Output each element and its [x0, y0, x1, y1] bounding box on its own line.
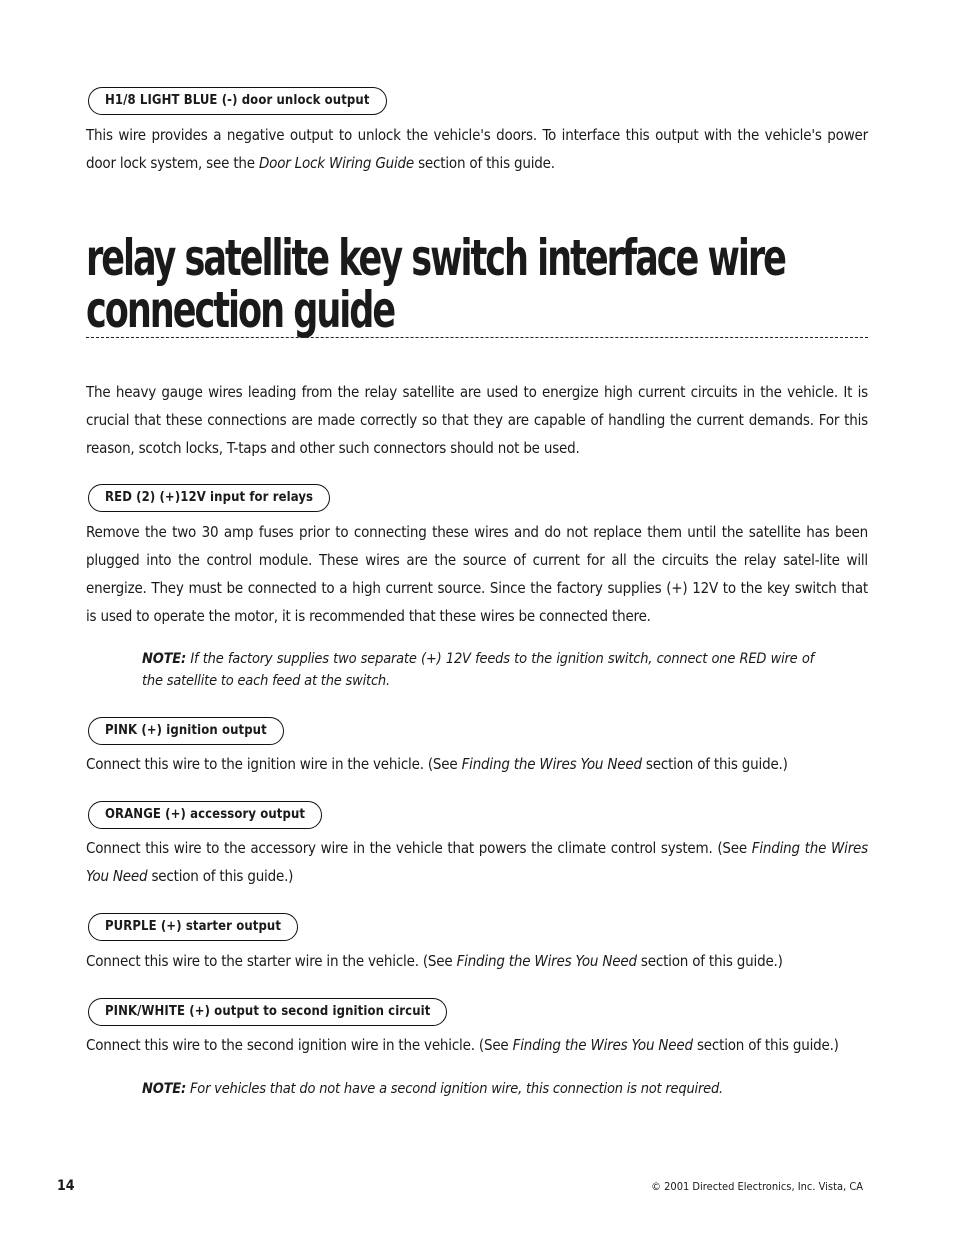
finding-wires-reference: Finding the Wires You Need — [86, 839, 868, 885]
wire-label-orange — [88, 801, 322, 829]
pink-description: Connect this wire to the ignition wire in the vehicle. (See Finding the Wires You Need section of this guide.) — [86, 755, 788, 773]
intro-paragraph: The heavy gauge wires leading from the relay satellite are used to energize high current circuits in the vehicle. It is crucial that these connections are made correctly so that they are capable of handling the current demands. For this reason, scotch locks, T-taps and other such connectors should not be used. — [86, 383, 868, 457]
purple-description: Connect this wire to the starter wire in the vehicle. (See Finding the Wires You Need section of this guide.) — [86, 952, 783, 970]
heading-line-2: connection guide — [86, 281, 395, 339]
finding-wires-reference: Finding the Wires You Need — [456, 952, 637, 970]
wire-label-text: H1/8 LIGHT BLUE (-) door unlock output — [105, 93, 370, 108]
wire-label-text: RED (2) (+)12V input for relays — [105, 490, 314, 505]
heading-dashed-rule — [86, 337, 868, 338]
door-lock-guide-reference: Door Lock Wiring Guide — [258, 154, 415, 172]
page-number: 14 — [57, 1178, 75, 1194]
note-label: NOTE: — [142, 651, 187, 667]
red-note: NOTE: If the factory supplies two separate (+) 12V feeds to the ignition switch, connect one RED wire of the satellite to each feed at the switch. — [142, 651, 814, 689]
wire-label-text: ORANGE (+) accessory output — [105, 807, 306, 822]
wire-label-pink — [88, 717, 284, 745]
wire-label-light-blue — [88, 87, 387, 115]
heading-line-1: relay satellite key switch interface wire — [86, 229, 785, 287]
wire-label-purple — [88, 913, 298, 941]
note-label: NOTE: — [142, 1081, 187, 1097]
orange-description: Connect this wire to the accessory wire in the vehicle that powers the climate control system. (See Finding the Wires You Need section of this guide.) — [86, 839, 868, 885]
copyright-notice: © 2001 Directed Electronics, Inc. Vista, CA — [651, 1180, 863, 1193]
wire-label-pink-white — [88, 998, 447, 1026]
section-heading — [86, 229, 868, 339]
wire-label-text: PINK/WHITE (+) output to second ignition circuit — [105, 1004, 431, 1019]
wire-label-red — [88, 484, 330, 512]
pink-white-note: NOTE: For vehicles that do not have a second ignition wire, this connection is not required. — [142, 1081, 723, 1097]
finding-wires-reference: Finding the Wires You Need — [512, 1036, 693, 1054]
wire-label-text: PURPLE (+) starter output — [105, 919, 282, 934]
finding-wires-reference: Finding the Wires You Need — [461, 755, 642, 773]
red-description: Remove the two 30 amp fuses prior to connecting these wires and do not replace them until the satellite has been plugged into the control module. These wires are the source of current for all the circuits the relay satel-lite will energize. They must be connected to a high current source. Since the factory supplies (+) 12V to the key switch that is used to operate the motor, it is recommended that these wires be connected there. — [86, 523, 868, 625]
light-blue-description: This wire provides a negative output to unlock the vehicle's doors. To interface this output with the vehicle's power door lock system, see the Door Lock Wiring Guide section of this guide. — [86, 126, 868, 172]
wire-label-text: PINK (+) ignition output — [105, 723, 267, 738]
pink-white-description: Connect this wire to the second ignition wire in the vehicle. (See Finding the Wires You Need section of this guide.) — [86, 1036, 839, 1054]
